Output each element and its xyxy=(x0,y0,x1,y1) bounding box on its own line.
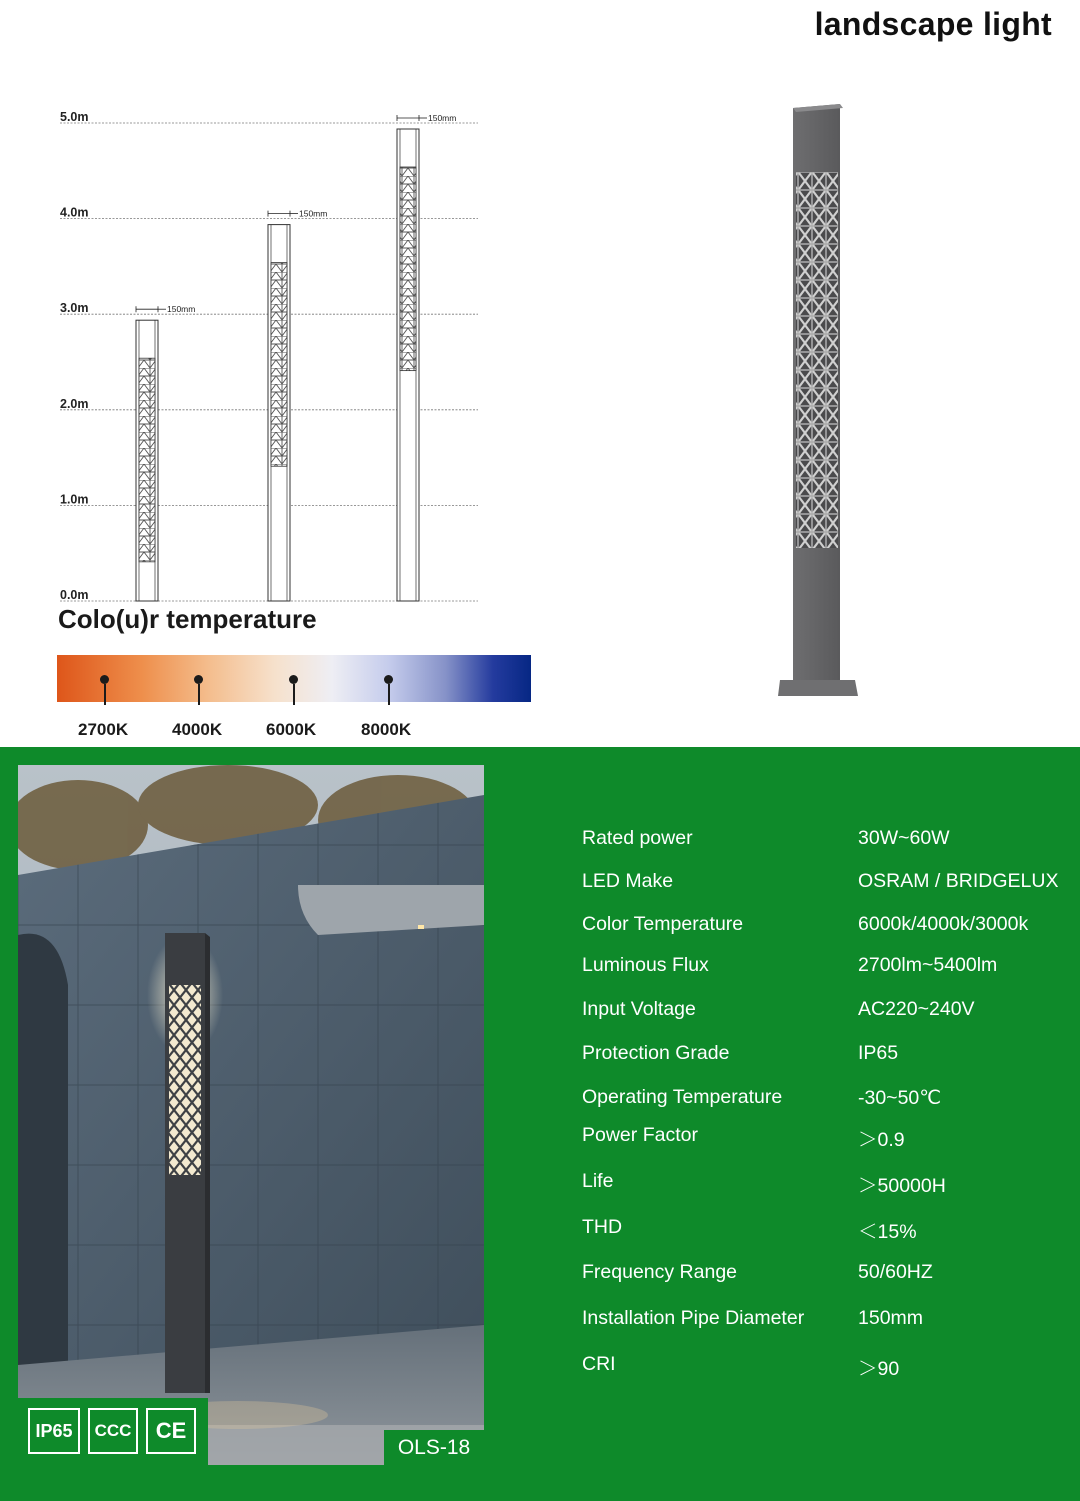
spec-value: 6000k/4000k/3000k xyxy=(858,913,1029,935)
pole-lattice xyxy=(400,167,416,371)
pole-base-plate xyxy=(778,680,858,696)
marker-2700k xyxy=(100,675,110,705)
installation-scene-photo xyxy=(18,765,484,1465)
spec-label: Installation Pipe Diameter xyxy=(582,1307,805,1329)
spec-value: IP65 xyxy=(858,1042,899,1064)
spec-label: CRI xyxy=(582,1353,616,1375)
height-level-label: 2.0m xyxy=(60,396,89,411)
ct-label-8000k: 8000K xyxy=(361,720,412,739)
spec-label: Color Temperature xyxy=(582,913,744,935)
height-level-label: 3.0m xyxy=(60,301,89,316)
height-diagram xyxy=(0,90,500,610)
marker-8000k xyxy=(384,675,394,705)
spec-label: Luminous Flux xyxy=(582,954,709,976)
cert-ccc-badge: CCC xyxy=(88,1408,138,1454)
cert-ip65-badge: IP65 xyxy=(28,1408,80,1454)
spec-label: THD xyxy=(582,1216,623,1238)
spec-value: OSRAM / BRIDGELUX xyxy=(858,870,1059,892)
spec-value: -30~50℃ xyxy=(858,1087,942,1109)
ct-label-6000k: 6000K xyxy=(266,720,317,739)
marker-6000k xyxy=(289,675,299,705)
width-dimension-label: 150mm xyxy=(167,304,196,315)
height-level-label: 1.0m xyxy=(60,492,89,507)
pole-lattice xyxy=(271,263,287,467)
cert-ce-badge: CE xyxy=(146,1408,196,1454)
pole-outline xyxy=(268,209,327,601)
spec-label: Input Voltage xyxy=(582,998,696,1020)
spec-value: ＜15% xyxy=(858,1221,917,1243)
ct-label-2700k: 2700K xyxy=(78,720,129,739)
width-dimension-label: 150mm xyxy=(299,208,328,219)
spec-label: Protection Grade xyxy=(582,1042,730,1064)
pole-outline xyxy=(397,113,456,601)
product-pole-image xyxy=(770,100,890,700)
height-level-label: 0.0m xyxy=(60,588,89,602)
spec-value: AC220~240V xyxy=(858,998,975,1020)
ct-label-4000k: 4000K xyxy=(172,720,223,739)
spec-label: Power Factor xyxy=(582,1124,698,1146)
width-dimension-label: 150mm xyxy=(428,113,457,123)
spec-label: Frequency Range xyxy=(582,1261,738,1283)
spec-label: Rated power xyxy=(582,827,693,849)
pole-lattice-panel xyxy=(796,172,838,548)
spec-label: Life xyxy=(582,1170,614,1192)
pole-lattice xyxy=(139,358,155,562)
spec-value: ＞50000H xyxy=(858,1175,946,1197)
spec-value: 50/60HZ xyxy=(858,1261,933,1283)
spec-value: 30W~60W xyxy=(858,827,950,849)
model-number-label: OLS-18 xyxy=(384,1430,484,1466)
height-level-label: 4.0m xyxy=(60,205,89,220)
height-level-label: 5.0m xyxy=(60,110,89,124)
spec-label: LED Make xyxy=(582,870,674,892)
marker-4000k xyxy=(194,675,204,705)
spec-value: ＞90 xyxy=(858,1358,900,1380)
spec-value: 2700lm~5400lm xyxy=(858,954,998,976)
page-title: landscape light xyxy=(814,6,1052,42)
spec-label: Operating Temperature xyxy=(582,1086,783,1108)
pole-outline xyxy=(136,304,195,601)
spec-value: 150mm xyxy=(858,1307,924,1329)
color-temperature-title: Colo(u)r temperature xyxy=(58,604,317,634)
spec-value: ＞0.9 xyxy=(858,1129,905,1151)
